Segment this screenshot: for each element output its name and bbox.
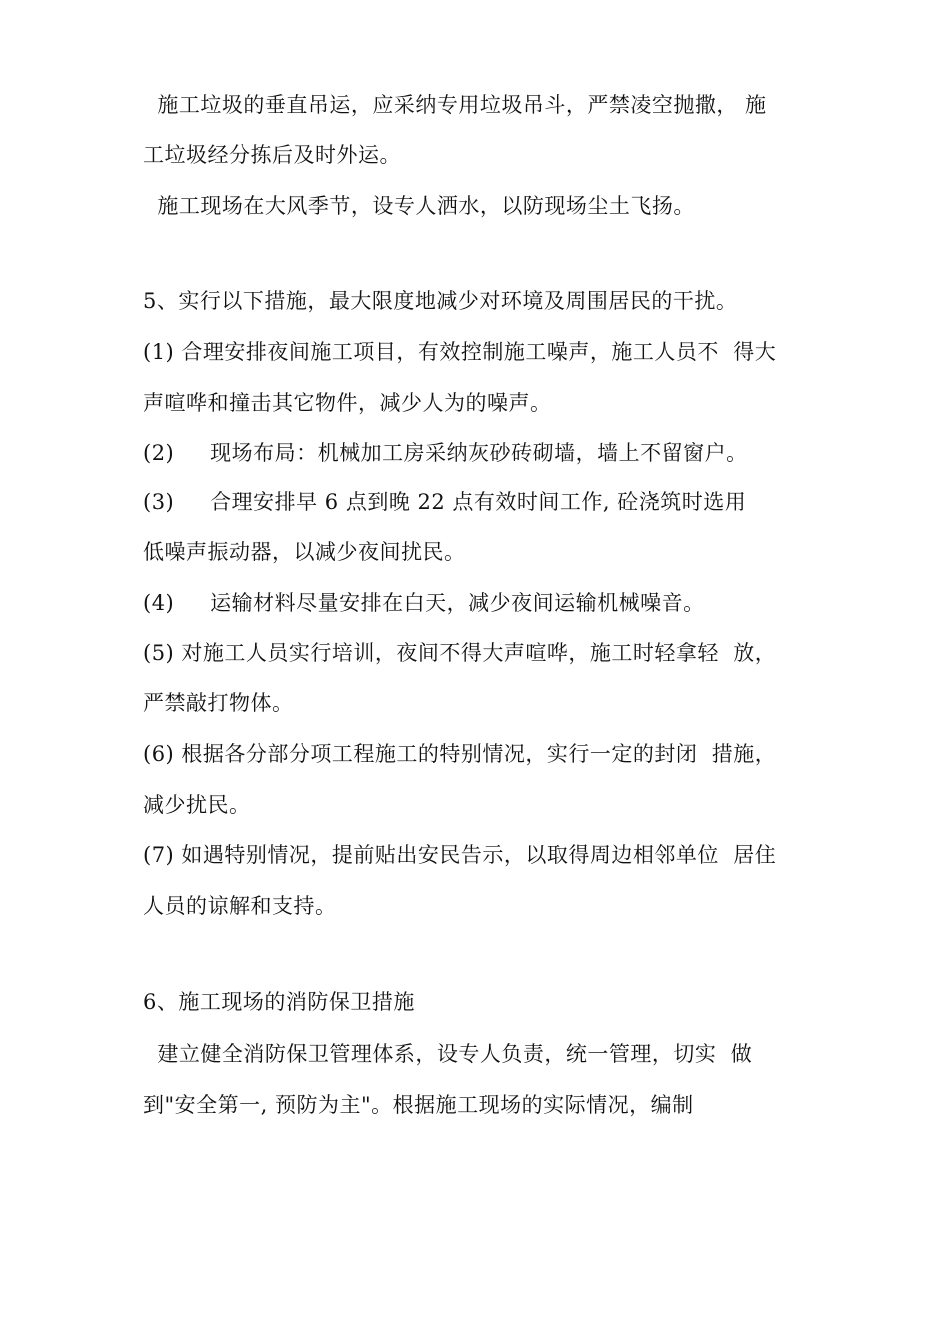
paragraph-line: 到"安全第一, 预防为主"。根据施工现场的实际情况，编制 — [143, 1093, 694, 1117]
list-item-line: 人员的谅解和支持。 — [143, 894, 337, 918]
list-item-line: 严禁敲打物体。 — [143, 691, 294, 715]
list-item-line: 声喧哗和撞击其它物件，减少人为的噪声。 — [143, 391, 552, 415]
section-heading: 5、实行以下措施，最大限度地减少对环境及周围居民的干扰。 — [143, 289, 738, 313]
section-heading: 6、施工现场的消防保卫措施 — [143, 990, 415, 1014]
paragraph-line: 工垃圾经分拣后及时外运。 — [143, 143, 401, 167]
list-item-line: (1) 合理安排夜间施工项目，有效控制施工噪声，施工人员不 得大 — [143, 340, 777, 364]
paragraph-line: 建立健全消防保卫管理体系，设专人负责，统一管理，切实 做 — [143, 1042, 753, 1066]
list-item-line: (6) 根据各分部分项工程施工的特别情况，实行一定的封闭 措施， — [143, 742, 777, 766]
list-item-line: (5) 对施工人员实行培训，夜间不得大声喧哗，施工时轻拿轻 放， — [143, 641, 777, 665]
list-item-line: (7) 如遇特别情况，提前贴出安民告示，以取得周边相邻单位 居住 — [143, 843, 777, 867]
paragraph-line: 施工现场在大风季节，设专人洒水，以防现场尘土飞扬。 — [143, 194, 695, 218]
list-item-line: 减少扰民。 — [143, 793, 251, 817]
list-item-line: (2) 现场布局：机械加工房采纳灰砂砖砌墙，墙上不留窗户。 — [143, 441, 748, 465]
list-item-line: (3) 合理安排早 6 点到晚 22 点有效时间工作, 砼浇筑时选用 — [143, 490, 747, 514]
list-item-line: (4) 运输材料尽量安排在白天，减少夜间运输机械噪音。 — [143, 591, 705, 615]
list-item-line: 低噪声振动器，以减少夜间扰民。 — [143, 540, 466, 564]
paragraph-line: 施工垃圾的垂直吊运，应采纳专用垃圾吊斗，严禁凌空抛撒， 施 — [143, 93, 767, 117]
